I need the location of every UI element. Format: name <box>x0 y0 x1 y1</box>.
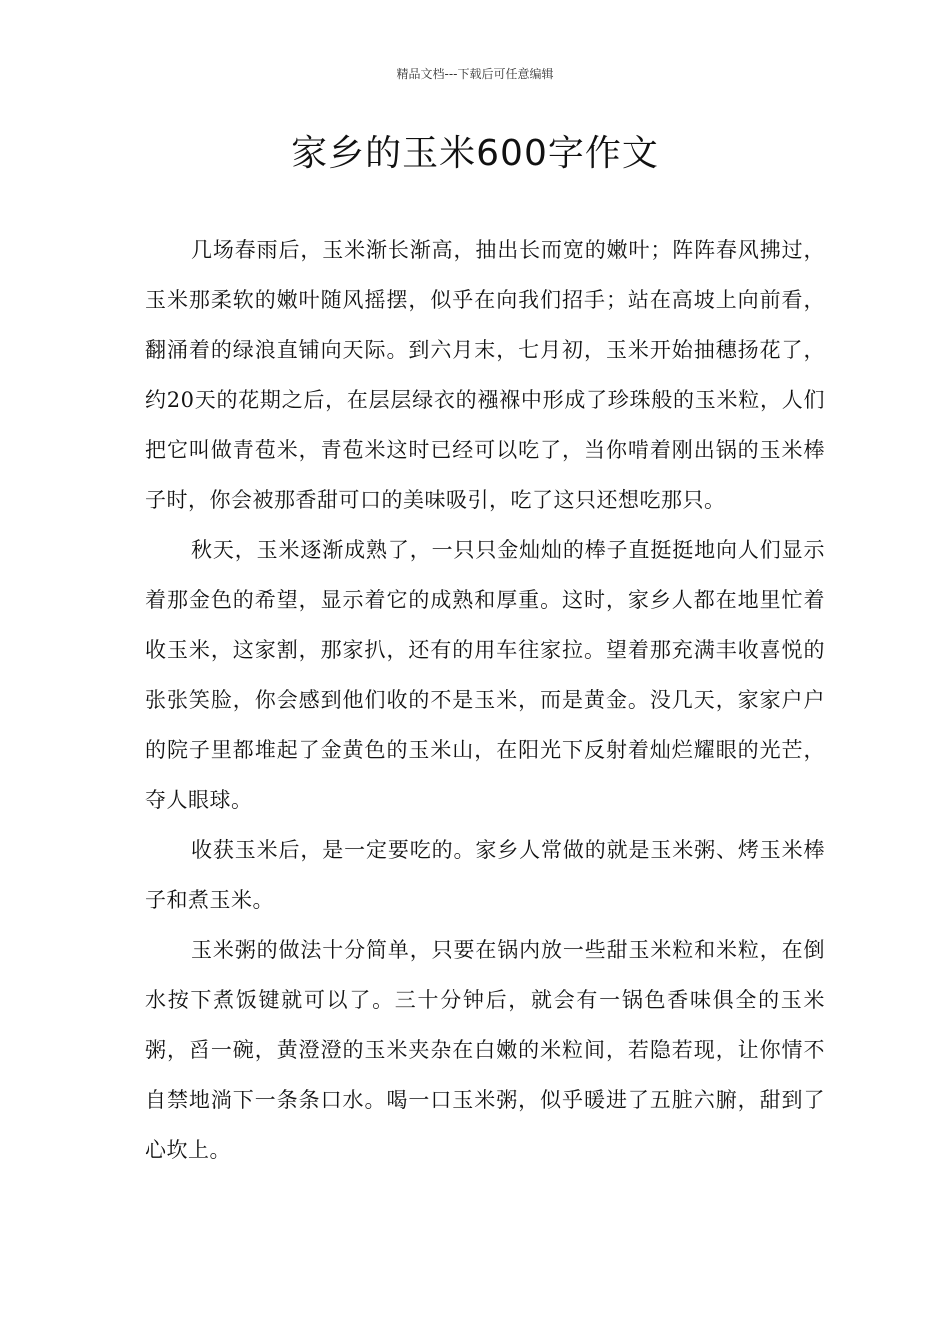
paragraph-3: 收获玉米后，是一定要吃的。家乡人常做的就是玉米粥、烤玉米棒子和煮玉米。 <box>145 838 825 912</box>
paragraph-2: 秋天，玉米逐渐成熟了，一只只金灿灿的棒子直挺挺地向人们显示着那金色的希望，显示着它的成熟和厚重。这时，家乡人都在地里忙着收玉米，这家割，那家扒，还有的用车往家拉。望着那充满丰收喜悦的张张笑脸，你会感到他们收的不是玉米，而是黄金。没几天，家家户户的院子里都堆起了金黄色的玉米山，在阳光下反射着灿烂耀眼的光芒，夺人眼球。 <box>145 538 825 812</box>
paragraph-1: 几场春雨后，玉米渐长渐高，抽出长而宽的嫩叶；阵阵春风拂过，玉米那柔软的嫩叶随风摇摆，似乎在向我们招手；站在高坡上向前看，翻涌着的绿浪直铺向天际。到六月末，七月初，玉米开始抽穗扬花了，约20天的花期之后，在层层绿衣的襁褓中形成了珍珠般的玉米粒，人们把它叫做青苞米，青苞米这时已经可以吃了，当你啃着刚出锅的玉米棒子时，你会被那香甜可口的美味吸引，吃了这只还想吃那只。 <box>145 238 825 512</box>
paragraph-4: 玉米粥的做法十分简单，只要在锅内放一些甜玉米粒和米粒，在倒水按下煮饭键就可以了。三十分钟后，就会有一锅色香味俱全的玉米粥，舀一碗，黄澄澄的玉米夹杂在白嫩的米粒间，若隐若现，让你情不自禁地淌下一条条口水。喝一口玉米粥，似乎暖进了五脏六腑，甜到了心坎上。 <box>145 938 825 1162</box>
header-note: 精品文档---下载后可任意编辑 <box>396 67 554 81</box>
document-body <box>145 225 825 1175</box>
document-title: 家乡的玉米600字作文 <box>291 133 659 174</box>
